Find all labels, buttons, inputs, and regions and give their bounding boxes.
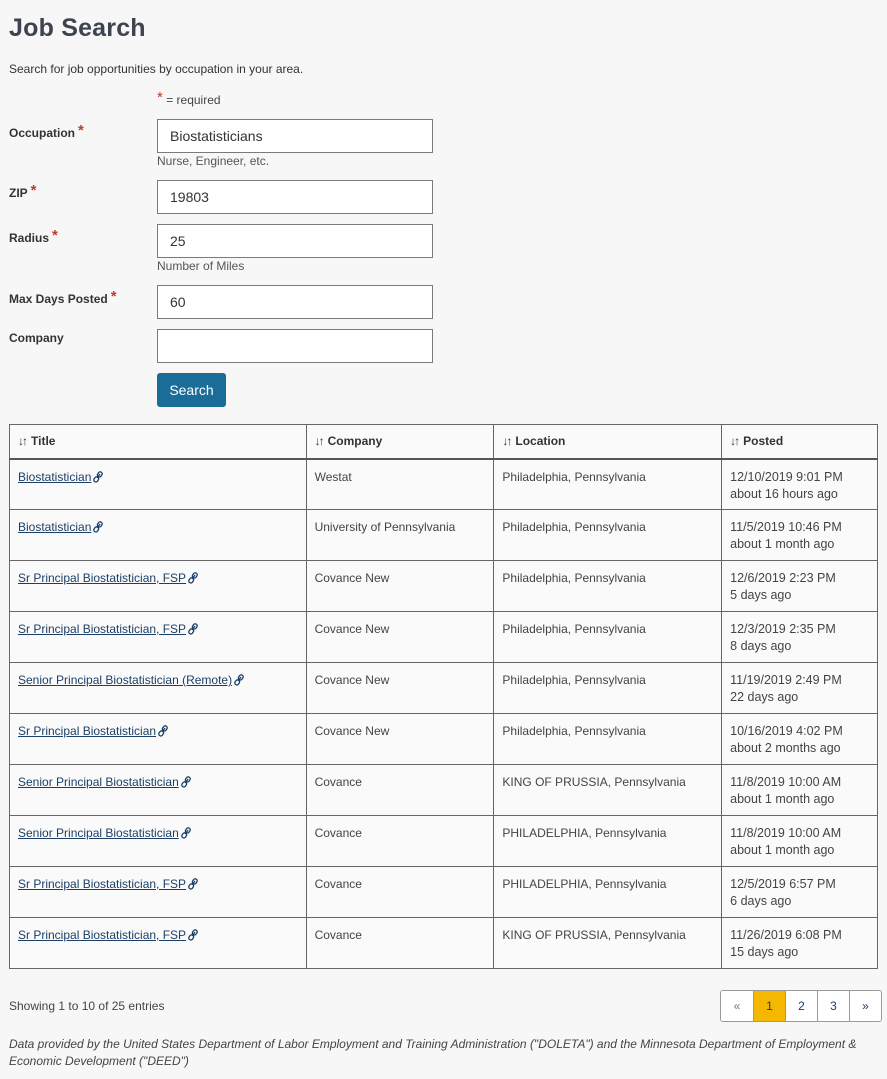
max-days-label — [9, 290, 117, 307]
company-label — [9, 331, 64, 345]
cell-company: Covance — [306, 765, 494, 816]
radius-label — [9, 229, 58, 246]
posted-date: 10/16/2019 4:02 PM — [730, 724, 843, 738]
cell-title — [10, 867, 307, 918]
cell-company: Covance New — [306, 612, 494, 663]
sort-icon: ↓↑ — [502, 434, 511, 449]
cell-location: Philadelphia, Pennsylvania — [494, 510, 722, 561]
table-row — [10, 663, 878, 714]
data-source-note: Data provided by the United States Department of Labor Employment and Training Administration ("DOLETA") and the Minnesota Department of Employment & Economic Development ("DEED") — [9, 1037, 857, 1068]
cell-posted — [722, 918, 878, 969]
entries-info: Showing 1 to 10 of 25 entries — [9, 999, 165, 1013]
job-title-link[interactable] — [18, 470, 103, 484]
link-icon — [181, 827, 191, 844]
table-row — [10, 561, 878, 612]
cell-location: Philadelphia, Pennsylvania — [494, 459, 722, 510]
posted-date: 11/19/2019 2:49 PM — [730, 673, 842, 687]
page-button-2[interactable]: 2 — [785, 991, 817, 1021]
table-row — [10, 459, 878, 510]
posted-ago: about 1 month ago — [730, 537, 835, 551]
sort-icon: ↓↑ — [314, 434, 323, 449]
cell-posted — [722, 561, 878, 612]
posted-date: 12/6/2019 2:23 PM — [730, 571, 836, 585]
page-button-1[interactable]: 1 — [753, 991, 785, 1021]
job-title-link[interactable] — [18, 775, 191, 789]
zip-label — [9, 184, 37, 201]
table-header-row — [10, 425, 878, 459]
occupation-input[interactable] — [157, 119, 433, 153]
radius-label-text: Radius — [9, 231, 50, 245]
column-header-label: Location — [515, 434, 566, 449]
cell-posted — [722, 663, 878, 714]
job-title-link[interactable] — [18, 520, 103, 534]
job-title-text: Senior Principal Biostatistician — [18, 826, 179, 840]
job-title-link[interactable] — [18, 826, 191, 840]
cell-posted — [722, 765, 878, 816]
prev-page-button[interactable]: « — [721, 991, 753, 1021]
table-row — [10, 612, 878, 663]
occupation-label — [9, 124, 84, 141]
search-button[interactable]: Search — [157, 373, 226, 407]
table-row — [10, 918, 878, 969]
company-input[interactable] — [157, 329, 433, 363]
max-days-label-text: Max Days Posted — [9, 292, 108, 306]
posted-date: 12/10/2019 9:01 PM — [730, 469, 843, 484]
column-header-location[interactable] — [494, 425, 722, 459]
cell-title — [10, 918, 307, 969]
posted-date: 12/5/2019 6:57 PM — [730, 877, 836, 891]
cell-location: KING OF PRUSSIA, Pennsylvania — [494, 765, 722, 816]
page-title: Job Search — [9, 14, 146, 42]
cell-company: Covance — [306, 816, 494, 867]
job-title-link[interactable] — [18, 673, 244, 687]
cell-company: Covance New — [306, 714, 494, 765]
link-icon — [234, 674, 244, 691]
max-days-input[interactable] — [157, 285, 433, 319]
job-title-text: Biostatistician — [18, 469, 92, 484]
column-header-posted[interactable] — [722, 425, 878, 459]
job-title-text: Sr Principal Biostatistician, FSP — [18, 571, 187, 585]
results-table — [9, 424, 878, 969]
posted-ago: 15 days ago — [730, 945, 799, 959]
job-title-text: Senior Principal Biostatistician (Remote) — [18, 673, 233, 687]
link-icon — [93, 521, 103, 538]
job-title-text: Sr Principal Biostatistician, FSP — [18, 877, 187, 891]
cell-posted — [722, 867, 878, 918]
posted-ago: 8 days ago — [730, 639, 792, 653]
posted-ago: about 1 month ago — [730, 792, 835, 806]
job-title-link[interactable] — [18, 622, 198, 636]
posted-date: 11/5/2019 10:46 PM — [730, 520, 842, 534]
occupation-label-text: Occupation — [9, 126, 76, 140]
table-row — [10, 765, 878, 816]
table-row — [10, 816, 878, 867]
link-icon — [181, 776, 191, 793]
cell-company: University of Pennsylvania — [306, 510, 494, 561]
cell-location: Philadelphia, Pennsylvania — [494, 561, 722, 612]
table-row — [10, 510, 878, 561]
cell-location: PHILADELPHIA, Pennsylvania — [494, 867, 722, 918]
link-icon — [93, 471, 103, 488]
job-title-link[interactable] — [18, 571, 198, 585]
link-icon — [188, 623, 198, 640]
required-note — [157, 91, 221, 108]
cell-company: Covance — [306, 867, 494, 918]
posted-ago: 22 days ago — [730, 690, 799, 704]
required-note-text: = required — [166, 93, 221, 107]
job-title-text: Biostatistician — [18, 520, 92, 534]
cell-posted — [722, 816, 878, 867]
cell-title — [10, 816, 307, 867]
posted-date: 11/8/2019 10:00 AM — [730, 775, 842, 789]
posted-ago: about 16 hours ago — [730, 486, 838, 501]
cell-company: Covance New — [306, 663, 494, 714]
posted-date: 11/8/2019 10:00 AM — [730, 826, 842, 840]
posted-date: 12/3/2019 2:35 PM — [730, 622, 836, 636]
required-star: * — [110, 288, 117, 305]
cell-title — [10, 510, 307, 561]
cell-location: Philadelphia, Pennsylvania — [494, 714, 722, 765]
column-header-label: Posted — [743, 434, 784, 449]
company-label-text: Company — [9, 331, 64, 345]
link-icon — [188, 929, 198, 946]
cell-posted — [722, 510, 878, 561]
cell-posted — [722, 459, 878, 510]
posted-ago: about 1 month ago — [730, 843, 835, 857]
cell-location: PHILADELPHIA, Pennsylvania — [494, 816, 722, 867]
posted-ago: about 2 months ago — [730, 741, 841, 755]
next-page-button[interactable]: » — [849, 991, 881, 1021]
sort-icon: ↓↑ — [18, 434, 26, 449]
cell-posted — [722, 612, 878, 663]
link-icon — [158, 725, 168, 742]
zip-input[interactable] — [157, 180, 433, 214]
required-star: * — [78, 122, 84, 139]
column-header-title[interactable] — [10, 425, 307, 459]
job-title-text: Sr Principal Biostatistician, FSP — [18, 622, 187, 636]
cell-company: Westat — [306, 459, 494, 510]
sort-icon: ↓↑ — [730, 434, 739, 449]
posted-date: 11/26/2019 6:08 PM — [730, 928, 842, 942]
zip-label-text: ZIP — [9, 186, 28, 200]
column-header-label: Company — [327, 434, 383, 449]
job-title-text: Senior Principal Biostatistician — [18, 775, 179, 789]
cell-title — [10, 561, 307, 612]
cell-location: KING OF PRUSSIA, Pennsylvania — [494, 918, 722, 969]
cell-title — [10, 459, 307, 510]
job-title-text: Sr Principal Biostatistician — [18, 724, 157, 738]
cell-company: Covance — [306, 918, 494, 969]
cell-location: Philadelphia, Pennsylvania — [494, 612, 722, 663]
link-icon — [188, 878, 198, 895]
page-button-3[interactable]: 3 — [817, 991, 849, 1021]
job-title-text: Sr Principal Biostatistician, FSP — [18, 928, 187, 942]
cell-title — [10, 765, 307, 816]
cell-title — [10, 663, 307, 714]
column-header-label: Title — [31, 434, 56, 449]
radius-input[interactable] — [157, 224, 433, 258]
radius-hint: Number of Miles — [157, 259, 245, 273]
cell-company: Covance New — [306, 561, 494, 612]
required-star: * — [30, 182, 37, 199]
required-star: * — [157, 89, 163, 106]
page-intro: Search for job opportunities by occupation in your area. — [9, 62, 304, 76]
link-icon — [188, 572, 198, 589]
job-title-link[interactable] — [18, 877, 198, 891]
cell-title — [10, 612, 307, 663]
table-row — [10, 714, 878, 765]
posted-ago: 6 days ago — [730, 894, 792, 908]
job-title-link[interactable] — [18, 928, 198, 942]
cell-location: Philadelphia, Pennsylvania — [494, 663, 722, 714]
table-row — [10, 867, 878, 918]
cell-posted — [722, 714, 878, 765]
occupation-hint: Nurse, Engineer, etc. — [157, 154, 270, 168]
job-title-link[interactable] — [18, 724, 168, 738]
cell-title — [10, 714, 307, 765]
required-star: * — [52, 227, 58, 244]
column-header-company[interactable] — [306, 425, 494, 459]
pagination — [720, 990, 882, 1022]
posted-ago: 5 days ago — [730, 588, 792, 602]
